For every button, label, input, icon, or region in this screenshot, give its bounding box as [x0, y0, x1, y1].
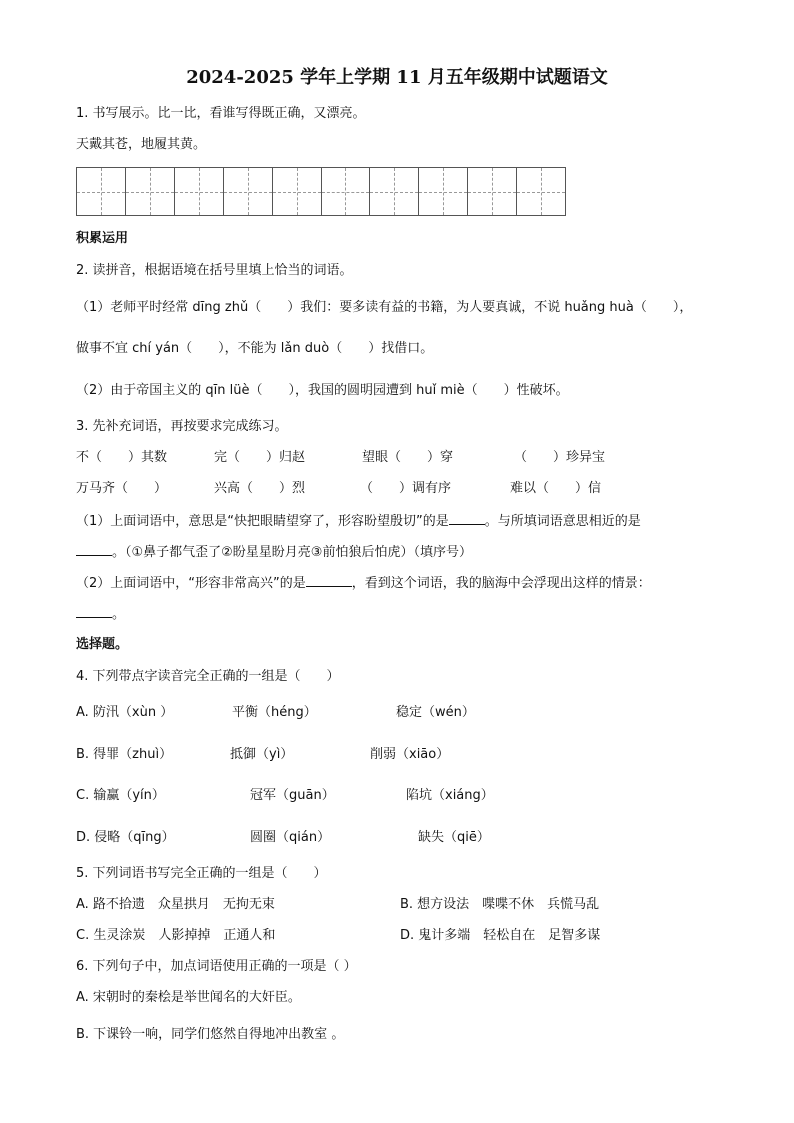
q3-idiom: 望眼（ ）穿: [362, 450, 454, 465]
grid-guide-vertical: [541, 168, 542, 215]
grid-guide-vertical: [492, 168, 493, 215]
q3-idiom: 不（ ）其数: [76, 450, 168, 465]
q4-option-d: 圆圈（qián）: [250, 830, 331, 845]
q5-option-b: B. 想方设法 喋喋不休 兵慌马乱: [400, 897, 600, 912]
q3-stem: 3. 先补充词语，再按要求完成练习。: [76, 419, 288, 434]
q6-option-a: A. 宋朝时的秦桧是举世闻名的大奸臣。: [76, 990, 301, 1005]
grid-guide-vertical: [199, 168, 200, 215]
answer-blank[interactable]: [449, 512, 485, 525]
q4-option-b: B. 得罪（zhuì）: [76, 747, 173, 762]
grid-guide-vertical: [443, 168, 444, 215]
writing-grid[interactable]: [76, 167, 566, 216]
grid-cell[interactable]: [419, 168, 468, 215]
q4-option-b: 抵御（yì）: [230, 747, 294, 762]
q5-option-d: D. 鬼计多端 轻松自在 足智多谋: [400, 928, 601, 943]
q5-stem: 5. 下列词语书写完全正确的一组是（ ）: [76, 866, 327, 881]
q3-sub2-line1: （2）上面词语中，“形容非常高兴”的是 ，看到这个词语，我的脑海中会浮现出这样的情景：: [76, 576, 651, 591]
q4-option-c: 陷坑（xiáng）: [406, 788, 494, 803]
q3-idiom: 兴高（ ）烈: [214, 481, 306, 496]
section-heading-choice: 选择题。: [76, 637, 129, 652]
grid-guide-vertical: [297, 168, 298, 215]
q3-sub1-line1: （1）上面词语中，意思是“快把眼睛望穿了，形容盼望殷切”的是 。与所填词语意思相近的是: [76, 514, 641, 529]
grid-cell[interactable]: [224, 168, 273, 215]
q1-stem: 1. 书写展示。比一比，看谁写得既正确，又漂亮。: [76, 106, 366, 121]
q2-part2: （2）由于帝国主义的 qīn lüè（ ），我国的圆明园遭到 huǐ miè（ ）性破坏。: [76, 383, 569, 398]
grid-cell[interactable]: [322, 168, 371, 215]
q2-stem: 2. 读拼音，根据语境在括号里填上恰当的词语。: [76, 263, 353, 278]
grid-guide-vertical: [101, 168, 102, 215]
answer-blank[interactable]: [76, 605, 112, 618]
grid-cell[interactable]: [517, 168, 565, 215]
q4-option-a: 稳定（wén）: [396, 705, 475, 720]
grid-cell[interactable]: [370, 168, 419, 215]
q4-option-c: 冠军（guān）: [250, 788, 335, 803]
q5-option-a: A. 路不拾遗 众星拱月 无拘无束: [76, 897, 275, 912]
q6-option-b: B. 下课铃一响，同学们悠然自得地冲出教室 。: [76, 1027, 345, 1042]
grid-cell[interactable]: [273, 168, 322, 215]
answer-blank[interactable]: [306, 574, 352, 587]
grid-guide-vertical: [248, 168, 249, 215]
q4-option-a: 平衡（héng）: [232, 705, 317, 720]
q3-idiom: 完（ ）归赵: [214, 450, 306, 465]
q3-idiom: 难以（ ）信: [510, 481, 602, 496]
q4-option-b: 削弱（xiāo）: [370, 747, 450, 762]
q6-stem: 6. 下列句子中，加点词语使用正确的一项是（ ）: [76, 959, 357, 974]
q4-option-d: D. 侵略（qīng）: [76, 830, 175, 845]
q1-text: 天戴其苍，地履其黄。: [76, 137, 207, 152]
answer-blank[interactable]: [76, 543, 112, 556]
q4-stem: 4. 下列带点字读音完全正确的一组是（ ）: [76, 669, 340, 684]
q3-sub2-line2: 。: [76, 605, 125, 624]
q3-idiom: 万马齐（ ）: [76, 481, 168, 496]
q2-part1-line2: 做事不宜 chí yán（ ），不能为 lǎn duò（ ）找借口。: [76, 341, 434, 356]
q3-sub1-line2: 。（①鼻子都气歪了②盼星星盼月亮③前怕狼后怕虎）（填序号）: [76, 543, 472, 562]
q3-idiom: （ ）珍异宝: [514, 450, 606, 465]
section-heading-accumulation: 积累运用: [76, 231, 129, 246]
q3-idiom: （ ）调有序: [360, 481, 452, 496]
grid-guide-vertical: [394, 168, 395, 215]
grid-cell[interactable]: [126, 168, 175, 215]
q4-option-c: C. 输赢（yín）: [76, 788, 165, 803]
grid-cell[interactable]: [175, 168, 224, 215]
q5-option-c: C. 生灵涂炭 人影掉掉 正通人和: [76, 928, 276, 943]
grid-guide-vertical: [150, 168, 151, 215]
q2-part1-line1: （1）老师平时经常 dīng zhǔ（ ）我们：要多读有益的书籍，为人要真诚，不说 huǎng huà（ ），: [76, 300, 693, 315]
grid-guide-vertical: [345, 168, 346, 215]
grid-cell[interactable]: [77, 168, 126, 215]
page-title: 2024-2025 学年上学期 11 月五年级期中试题语文: [186, 67, 608, 88]
q4-option-a: A. 防汛（xùn ）: [76, 705, 174, 720]
grid-cell[interactable]: [468, 168, 517, 215]
q4-option-d: 缺失（qiē）: [418, 830, 490, 845]
